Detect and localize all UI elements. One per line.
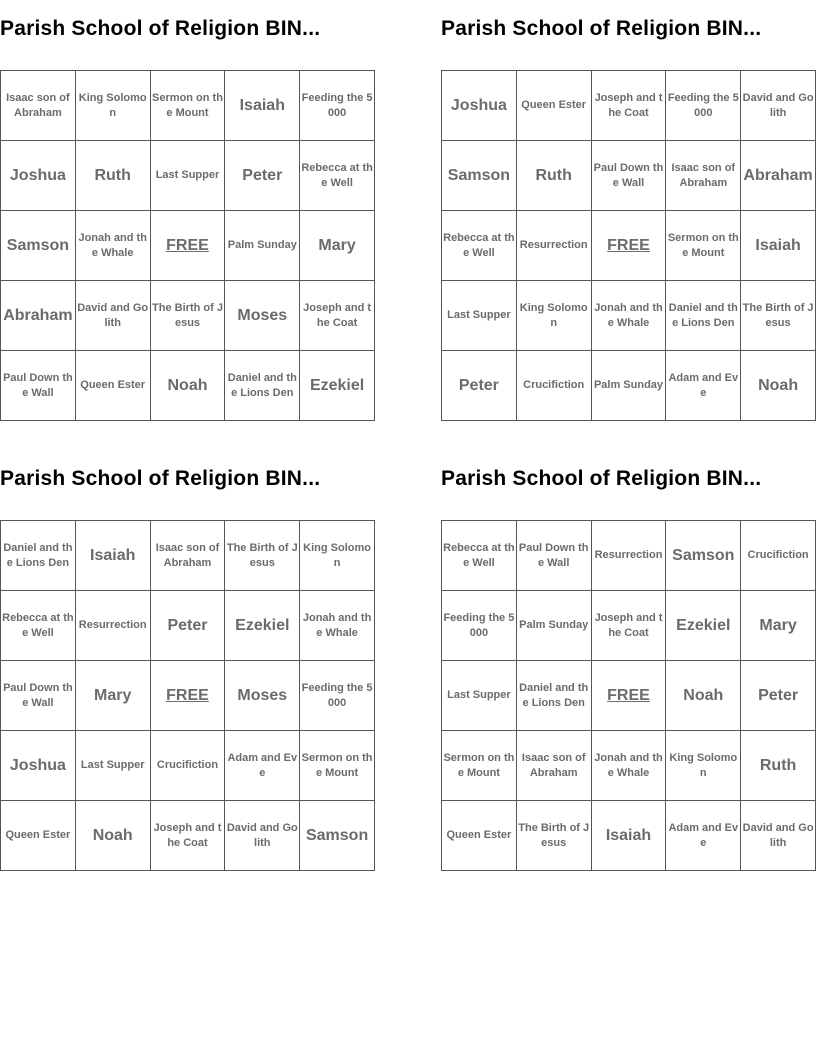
bingo-cell-label: Samson xyxy=(305,826,369,844)
bingo-cell xyxy=(517,661,592,731)
bingo-cell-label: Queen Ester xyxy=(446,829,512,841)
free-space xyxy=(592,211,667,281)
bingo-cell-label: Last Supper xyxy=(80,759,145,771)
bingo-cell-label: Last Supper xyxy=(155,169,220,181)
bingo-cell-label: Isaac son of Abraham xyxy=(521,751,586,779)
bingo-cell xyxy=(151,591,226,661)
bingo-cell xyxy=(151,71,226,141)
card-title: Parish School of Religion BIN... xyxy=(0,17,321,40)
bingo-cell xyxy=(76,521,151,591)
card-title: Parish School of Religion BIN... xyxy=(441,17,762,40)
bingo-cell xyxy=(592,731,667,801)
bingo-cell xyxy=(517,141,592,211)
bingo-cell-label: Paul Down the Wall xyxy=(518,541,589,569)
bingo-cell xyxy=(442,141,517,211)
bingo-cell-label: Isaac son of Abraham xyxy=(6,91,70,119)
bingo-cell xyxy=(517,591,592,661)
bingo-cell-label: Queen Ester xyxy=(521,99,587,111)
bingo-grid xyxy=(441,70,816,421)
bingo-cell-label: Abraham xyxy=(743,166,813,184)
bingo-cell-label: Ezekiel xyxy=(235,616,290,634)
bingo-card-3 xyxy=(0,465,376,849)
bingo-cell-label: Crucifiction xyxy=(747,549,809,561)
bingo-cell-label: Joseph and the Coat xyxy=(303,301,372,329)
bingo-cell xyxy=(76,661,151,731)
bingo-cell xyxy=(300,141,375,211)
bingo-cell-label: Crucifiction xyxy=(523,379,585,391)
bingo-cell xyxy=(300,521,375,591)
bingo-cell-label: Adam and Eve xyxy=(227,751,298,779)
bingo-cell-label: Jonah and the Whale xyxy=(302,611,372,639)
bingo-cell xyxy=(517,71,592,141)
bingo-cell xyxy=(741,521,816,591)
bingo-cell xyxy=(666,211,741,281)
bingo-cell-label: FREE xyxy=(607,687,650,704)
bingo-cell xyxy=(151,731,226,801)
bingo-cell-label: Moses xyxy=(237,306,288,324)
bingo-cell-label: Isaac son of Abraham xyxy=(155,541,220,569)
bingo-cell-label: Noah xyxy=(92,826,133,844)
bingo-cell xyxy=(1,661,76,731)
bingo-cell xyxy=(517,351,592,421)
bingo-cell-label: The Birth of Jesus xyxy=(152,301,223,329)
bingo-cell xyxy=(1,731,76,801)
bingo-cell-label: David and Golith xyxy=(742,91,814,119)
bingo-cell xyxy=(300,661,375,731)
bingo-cell xyxy=(225,591,300,661)
bingo-cell-label: Ruth xyxy=(94,166,131,184)
bingo-cell xyxy=(592,71,667,141)
bingo-cell-label: Jonah and the Whale xyxy=(594,301,663,329)
bingo-cell xyxy=(666,71,741,141)
bingo-cell xyxy=(300,351,375,421)
bingo-cell xyxy=(300,71,375,141)
bingo-cell-label: Sermon on the Mount xyxy=(667,231,739,259)
bingo-cell xyxy=(151,141,226,211)
bingo-cell xyxy=(442,801,517,871)
bingo-cell-label: Peter xyxy=(167,616,208,634)
bingo-cell xyxy=(442,521,517,591)
bingo-cell-label: Samson xyxy=(6,236,70,254)
bingo-cell-label: Isaiah xyxy=(755,236,801,254)
bingo-cell-label: Joshua xyxy=(450,96,507,114)
bingo-cell xyxy=(1,591,76,661)
bingo-cell-label: Resurrection xyxy=(519,239,588,251)
bingo-cell xyxy=(741,141,816,211)
bingo-cell-label: The Birth of Jesus xyxy=(226,541,298,569)
bingo-cell-label: Noah xyxy=(758,376,799,394)
bingo-cell xyxy=(151,521,226,591)
bingo-cell-label: Crucifiction xyxy=(156,759,219,771)
bingo-cell-label: Joshua xyxy=(9,756,66,774)
bingo-cell-label: Jonah and the Whale xyxy=(78,231,147,259)
bingo-cell-label: Queen Ester xyxy=(5,829,71,841)
bingo-cell xyxy=(442,731,517,801)
bingo-cell-label: Isaiah xyxy=(605,826,652,844)
bingo-cell-label: Isaac son of Abraham xyxy=(671,161,736,189)
bingo-cell xyxy=(666,591,741,661)
bingo-cell-label: Feeding the 5000 xyxy=(301,681,373,709)
bingo-cell-label: Isaiah xyxy=(239,96,285,114)
bingo-cell xyxy=(225,521,300,591)
bingo-cell xyxy=(741,731,816,801)
bingo-cell-label: Palm Sunday xyxy=(227,239,297,251)
bingo-cell-label: Mary xyxy=(759,616,797,634)
bingo-cell xyxy=(517,731,592,801)
bingo-cell xyxy=(300,731,375,801)
bingo-cell xyxy=(442,211,517,281)
bingo-cell xyxy=(76,351,151,421)
bingo-cell xyxy=(442,591,517,661)
bingo-cell xyxy=(76,281,151,351)
bingo-cell-label: Ezekiel xyxy=(676,616,731,634)
bingo-cell xyxy=(151,281,226,351)
bingo-cell-label: FREE xyxy=(166,237,209,254)
bingo-cell xyxy=(1,351,76,421)
bingo-cell-label: Abraham xyxy=(3,306,73,324)
bingo-cell-label: Peter xyxy=(458,376,499,394)
bingo-cell xyxy=(1,141,76,211)
bingo-card-4 xyxy=(441,465,816,849)
bingo-cell xyxy=(741,801,816,871)
bingo-cell-label: Paul Down the Wall xyxy=(3,371,73,399)
bingo-cell xyxy=(517,211,592,281)
bingo-cell-label: Daniel and the Lions Den xyxy=(3,541,73,569)
bingo-cell xyxy=(300,591,375,661)
bingo-cell-label: David and Golith xyxy=(226,821,298,849)
bingo-cell-label: Rebecca at the Well xyxy=(443,541,515,569)
bingo-grid xyxy=(0,520,375,871)
card-title: Parish School of Religion BIN... xyxy=(441,467,762,490)
bingo-cell xyxy=(741,351,816,421)
bingo-cell xyxy=(442,71,517,141)
bingo-cell-label: Last Supper xyxy=(447,689,511,701)
bingo-cell-label: The Birth of Jesus xyxy=(742,301,814,329)
bingo-cell-label: Noah xyxy=(167,376,208,394)
bingo-cell xyxy=(225,731,300,801)
bingo-cell xyxy=(300,801,375,871)
bingo-cell-label: Mary xyxy=(94,686,132,704)
bingo-cell-label: Jonah and the Whale xyxy=(594,751,663,779)
bingo-cell xyxy=(442,351,517,421)
bingo-cell xyxy=(666,141,741,211)
bingo-cell xyxy=(76,591,151,661)
bingo-cell-label: Adam and Eve xyxy=(668,371,739,399)
bingo-cell-label: Paul Down the Wall xyxy=(593,161,664,189)
bingo-cell-label: Ruth xyxy=(535,166,572,184)
bingo-cell xyxy=(592,521,667,591)
bingo-cell xyxy=(1,211,76,281)
bingo-grid xyxy=(441,520,816,871)
bingo-cell-label: Queen Ester xyxy=(80,379,146,391)
bingo-cell xyxy=(666,521,741,591)
bingo-card-1 xyxy=(0,15,376,399)
bingo-cell xyxy=(225,351,300,421)
bingo-cell xyxy=(300,211,375,281)
free-space xyxy=(592,661,667,731)
bingo-cell-label: FREE xyxy=(607,237,650,254)
bingo-cell-label: Ruth xyxy=(759,756,797,774)
bingo-cell-label: Palm Sunday xyxy=(593,379,664,391)
bingo-grid xyxy=(0,70,375,421)
bingo-cell-label: Samson xyxy=(447,166,511,184)
bingo-cell-label: Peter xyxy=(758,686,799,704)
bingo-cell xyxy=(666,281,741,351)
bingo-cell-label: Sermon on the Mount xyxy=(443,751,515,779)
bingo-cell xyxy=(517,521,592,591)
bingo-cell xyxy=(666,661,741,731)
free-space xyxy=(151,661,226,731)
bingo-cell-label: David and Golith xyxy=(742,821,814,849)
free-space xyxy=(151,211,226,281)
bingo-cell-label: Sermon on the Mount xyxy=(301,751,373,779)
bingo-cell-label: Joseph and the Coat xyxy=(594,611,663,639)
card-title: Parish School of Religion BIN... xyxy=(0,467,321,490)
bingo-cell xyxy=(741,661,816,731)
bingo-cell xyxy=(1,801,76,871)
bingo-cell xyxy=(741,71,816,141)
bingo-cell xyxy=(151,801,226,871)
bingo-cell xyxy=(741,211,816,281)
bingo-cell xyxy=(592,801,667,871)
bingo-cell-label: King Solomon xyxy=(78,91,147,119)
bingo-cell xyxy=(517,281,592,351)
bingo-cell-label: The Birth of Jesus xyxy=(518,821,590,849)
bingo-cell xyxy=(666,351,741,421)
bingo-cell-label: Daniel and the Lions Den xyxy=(668,301,738,329)
bingo-cell xyxy=(592,351,667,421)
bingo-cell-label: Resurrection xyxy=(594,549,663,561)
bingo-cell-label: Daniel and the Lions Den xyxy=(519,681,589,709)
bingo-cell-label: King Solomon xyxy=(519,301,588,329)
bingo-card-2 xyxy=(441,15,816,399)
bingo-cell-label: Palm Sunday xyxy=(519,619,589,631)
bingo-cell xyxy=(76,141,151,211)
bingo-cell xyxy=(442,281,517,351)
bingo-cell-label: Rebecca at the Well xyxy=(301,161,373,189)
bingo-cell xyxy=(300,281,375,351)
bingo-cell-label: Last Supper xyxy=(447,309,511,321)
bingo-cell xyxy=(1,521,76,591)
bingo-cell-label: Isaiah xyxy=(90,546,136,564)
bingo-cell-label: Feeding the 5000 xyxy=(301,91,373,119)
bingo-cell-label: Noah xyxy=(683,686,724,704)
bingo-cell xyxy=(151,351,226,421)
bingo-cell-label: Ezekiel xyxy=(309,376,365,394)
bingo-cell-label: Samson xyxy=(672,546,735,564)
bingo-cell-label: King Solomon xyxy=(669,751,738,779)
bingo-cell xyxy=(76,801,151,871)
bingo-cell xyxy=(592,141,667,211)
bingo-cell xyxy=(592,281,667,351)
bingo-cell xyxy=(76,71,151,141)
bingo-cell-label: Paul Down the Wall xyxy=(3,681,73,709)
bingo-cell xyxy=(442,661,517,731)
bingo-cell-label: Feeding the 5000 xyxy=(443,611,515,639)
bingo-cell xyxy=(1,281,76,351)
bingo-cell xyxy=(741,281,816,351)
bingo-cell-label: Daniel and the Lions Den xyxy=(227,371,297,399)
bingo-cell-label: Sermon on the Mount xyxy=(152,91,223,119)
bingo-cell-label: Adam and Eve xyxy=(668,821,739,849)
bingo-cell-label: Feeding the 5000 xyxy=(667,91,739,119)
bingo-cell xyxy=(225,141,300,211)
bingo-cell-label: Resurrection xyxy=(78,619,147,631)
bingo-cell xyxy=(666,801,741,871)
bingo-cell xyxy=(225,281,300,351)
bingo-cell-label: David and Golith xyxy=(77,301,149,329)
bingo-cell-label: Joshua xyxy=(9,166,66,184)
bingo-cell-label: Moses xyxy=(237,686,288,704)
bingo-cell xyxy=(225,661,300,731)
bingo-cell xyxy=(1,71,76,141)
bingo-cell xyxy=(225,801,300,871)
bingo-cell xyxy=(76,731,151,801)
bingo-cell-label: Mary xyxy=(318,236,356,254)
bingo-cell xyxy=(225,211,300,281)
bingo-cell-label: King Solomon xyxy=(303,541,371,569)
bingo-cell xyxy=(225,71,300,141)
bingo-cell xyxy=(517,801,592,871)
bingo-cell-label: Rebecca at the Well xyxy=(443,231,515,259)
bingo-cell xyxy=(76,211,151,281)
bingo-cell-label: Peter xyxy=(242,166,283,184)
bingo-cell-label: FREE xyxy=(166,687,209,704)
bingo-cell xyxy=(592,591,667,661)
bingo-cell-label: Joseph and the Coat xyxy=(594,91,663,119)
bingo-cell xyxy=(741,591,816,661)
bingo-cell-label: Joseph and the Coat xyxy=(153,821,222,849)
bingo-cell xyxy=(666,731,741,801)
bingo-cell-label: Rebecca at the Well xyxy=(2,611,74,639)
